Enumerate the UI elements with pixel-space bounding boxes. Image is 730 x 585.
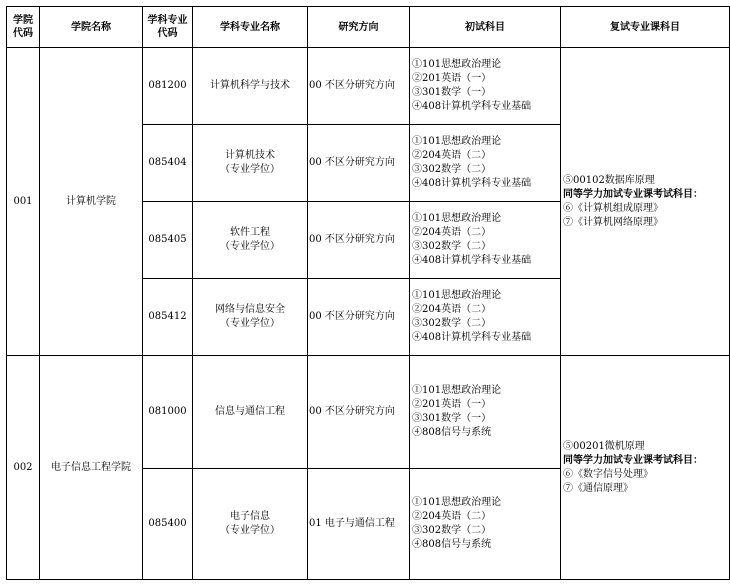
retest-subjects: ⑤00201微机原理 同等学力加试专业课考试科目： ⑥《数字信号处理》 ⑦《通信原理》 xyxy=(561,356,730,580)
major-name: 信息与通信工程 xyxy=(193,356,308,469)
research-direction: 00 不区分研究方向 xyxy=(308,356,410,469)
college-code: 002 xyxy=(7,356,40,580)
major-code: 081000 xyxy=(143,356,193,469)
major-name: 计算机科学与技术 xyxy=(193,48,308,125)
research-direction: 01 电子与通信工程 xyxy=(308,469,410,580)
initial-subjects: ①101思想政治理论 ②204英语（二） ③302数学（二） ④408计算机学科专业基础 xyxy=(410,279,561,356)
research-direction: 00 不区分研究方向 xyxy=(308,48,410,125)
header-initial-subjects: 初试科目 xyxy=(410,7,561,48)
header-direction: 研究方向 xyxy=(308,7,410,48)
initial-subjects: ①101思想政治理论 ②201英语（一） ③301数学（一） ④808信号与系统 xyxy=(410,356,561,469)
college-name: 计算机学院 xyxy=(40,48,143,356)
major-name: 计算机技术 （专业学位） xyxy=(193,125,308,202)
research-direction: 00 不区分研究方向 xyxy=(308,279,410,356)
college-code: 001 xyxy=(7,48,40,356)
major-code: 085400 xyxy=(143,469,193,580)
initial-subjects: ①101思想政治理论 ②204英语（二） ③302数学（二） ④408计算机学科专业基础 xyxy=(410,202,561,279)
major-code: 081200 xyxy=(143,48,193,125)
retest-subjects: ⑤00102数据库原理 同等学力加试专业课考试科目： ⑥《计算机组成原理》 ⑦《计算机网络原理》 xyxy=(561,48,730,356)
major-name: 电子信息 （专业学位） xyxy=(193,469,308,580)
major-code: 085404 xyxy=(143,125,193,202)
header-major-name: 学科专业名称 xyxy=(193,7,308,48)
major-name: 软件工程 （专业学位） xyxy=(193,202,308,279)
table-row xyxy=(7,356,730,469)
initial-subjects: ①101思想政治理论 ②201英语（一） ③301数学（一） ④408计算机学科专业基础 xyxy=(410,48,561,125)
research-direction: 00 不区分研究方向 xyxy=(308,202,410,279)
major-code: 085412 xyxy=(143,279,193,356)
initial-subjects: ①101思想政治理论 ②204英语（二） ③302数学（二） ④808信号与系统 xyxy=(410,469,561,580)
college-name: 电子信息工程学院 xyxy=(40,356,143,580)
initial-subjects: ①101思想政治理论 ②204英语（二） ③302数学（二） ④408计算机学科专业基础 xyxy=(410,125,561,202)
table-row xyxy=(7,48,730,125)
header-college-name: 学院名称 xyxy=(40,7,143,48)
research-direction: 00 不区分研究方向 xyxy=(308,125,410,202)
admissions-table xyxy=(6,6,730,580)
header-college-code: 学院 代码 xyxy=(7,7,40,48)
major-name: 网络与信息安全 （专业学位） xyxy=(193,279,308,356)
header-major-code: 学科专业 代码 xyxy=(143,7,193,48)
header-row xyxy=(7,7,730,48)
header-retest-subjects: 复试专业课科目 xyxy=(561,7,730,48)
major-code: 085405 xyxy=(143,202,193,279)
